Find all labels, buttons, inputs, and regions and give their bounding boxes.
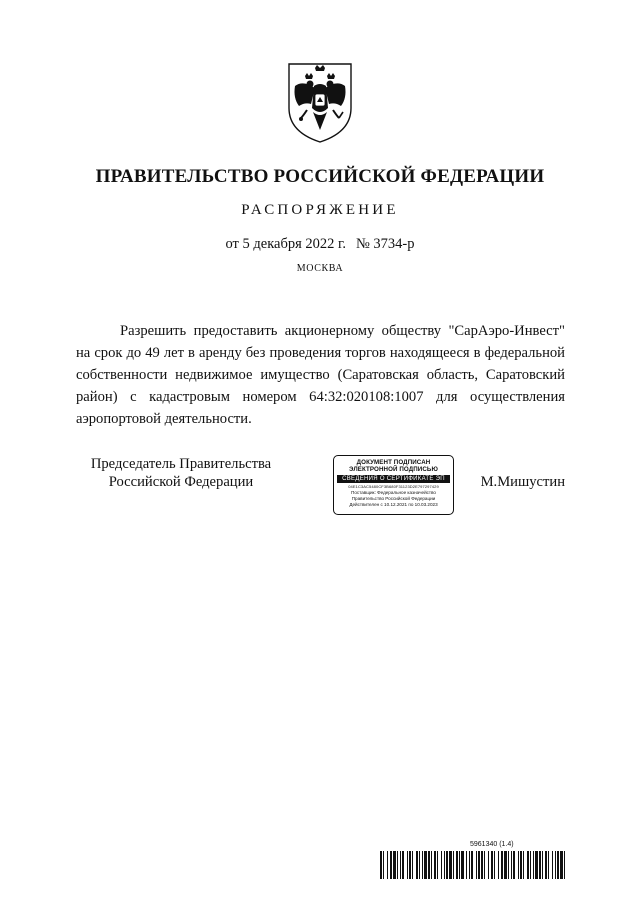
document-date: от 5 декабря 2022 г. bbox=[225, 236, 346, 252]
stamp-validity: Действителен с 10.12.2021 по 10.03.2023 bbox=[349, 502, 438, 507]
barcode-icon bbox=[380, 851, 566, 879]
stamp-heading-line-1: ДОКУМЕНТ ПОДПИСАН bbox=[356, 459, 431, 466]
coat-of-arms-icon bbox=[281, 58, 359, 144]
stamp-supplier: Поставщик: Федеральное казначейство bbox=[351, 490, 436, 495]
order-paragraph: Разрешить предоставить акционерному обществу "СарАэро-Инвест" на срок до 49 лет в аренду без проведения торгов находящееся в федеральной собственности недвижимое имущество (Саратовская область, Саратовский район) с кадастровым номером 64:32:020108:1007 для осуществления аэропортовой деятельности. bbox=[76, 323, 565, 427]
stamp-owner: Правительство Российской Федерации bbox=[351, 496, 436, 501]
government-title: ПРАВИТЕЛЬСТВО РОССИЙСКОЙ ФЕДЕРАЦИИ bbox=[95, 166, 545, 187]
signatory-name: М.Мишустин bbox=[480, 474, 565, 490]
document-city: МОСКВА bbox=[296, 263, 344, 274]
document-date-line bbox=[0, 236, 640, 253]
position-line-2: Российской Федерации bbox=[108, 474, 254, 490]
document-number: № 3734-р bbox=[355, 236, 415, 252]
stamp-serial: 04E1C3AC5480CF3B680F31123D2E797297429 bbox=[348, 484, 439, 489]
signatory-position bbox=[76, 455, 286, 491]
position-line-1: Председатель Правительства bbox=[90, 456, 272, 472]
electronic-signature-stamp bbox=[333, 455, 454, 515]
stamp-heading bbox=[334, 459, 453, 473]
stamp-heading-line-2: ЭЛЕКТРОННОЙ ПОДПИСЬЮ bbox=[349, 466, 438, 473]
barcode-label: 5961340 (1.4) bbox=[470, 841, 514, 848]
document-type: РАСПОРЯЖЕНИЕ bbox=[241, 202, 399, 218]
stamp-certificate-band: СВЕДЕНИЯ О СЕРТИФИКАТЕ ЭП bbox=[337, 475, 450, 483]
